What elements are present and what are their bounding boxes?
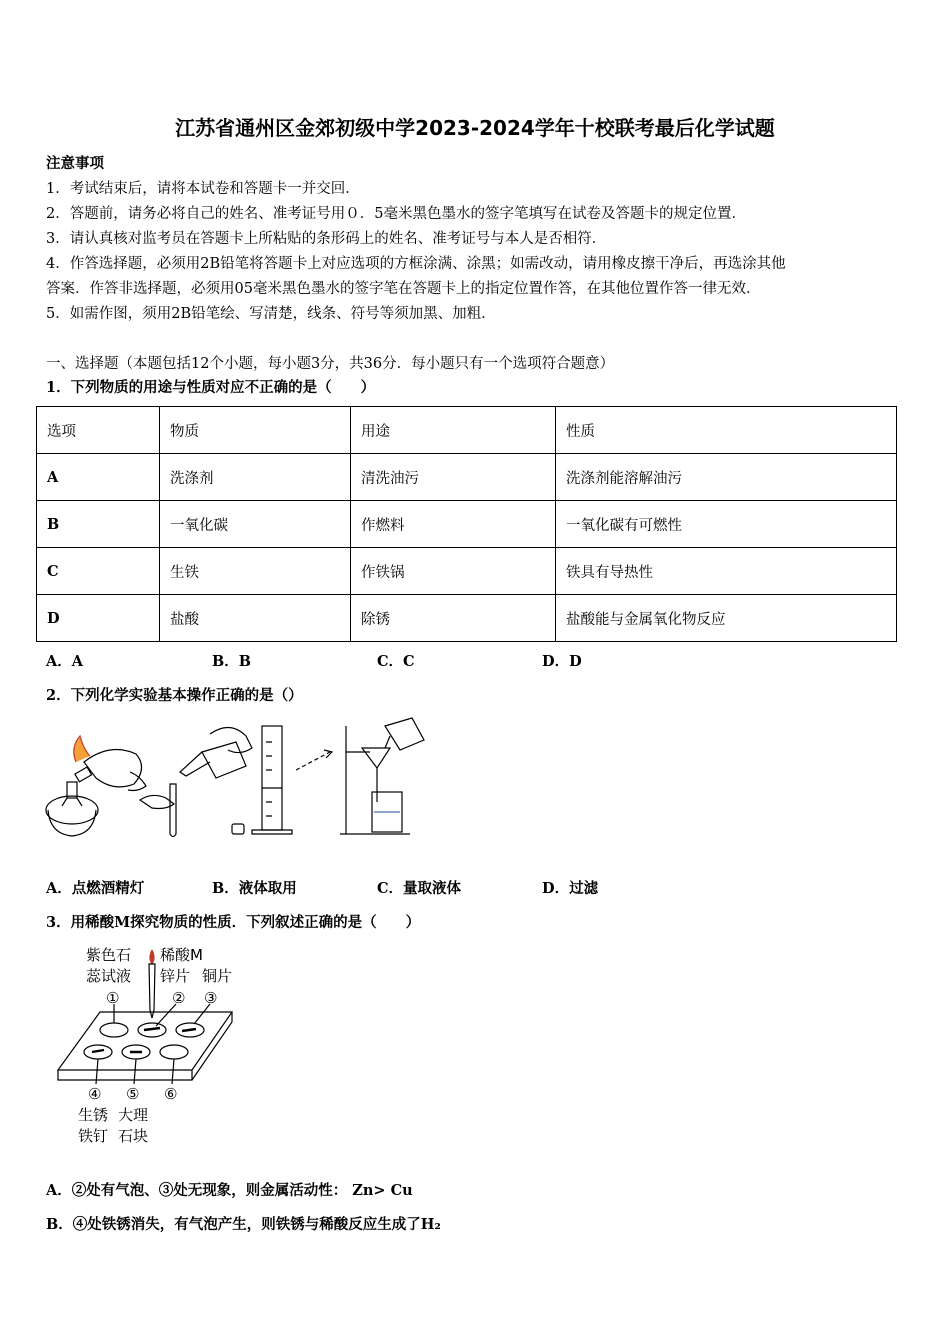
table-header-cell: 选项 <box>37 407 160 454</box>
section-heading: 一、选择题（本题包括12个小题，每小题3分，共36分．每小题只有一个选项符合题意） <box>46 356 615 372</box>
question-2-stem: 2．下列化学实验基本操作正确的是（） <box>46 687 303 704</box>
well-number-1: ① <box>106 989 120 1007</box>
table-cell: 盐酸 <box>160 595 351 642</box>
table-cell: 洗涤剂 <box>160 454 351 501</box>
q2-option-b[interactable]: B．液体取用 <box>212 880 297 897</box>
well-number-6: ⑥ <box>164 1085 178 1103</box>
table-cell: 洗涤剂能溶解油污 <box>556 454 897 501</box>
notice-item: 3．请认真核对监考员在答题卡上所粘贴的条形码上的姓名、准考证号与本人是否相符． <box>46 231 607 247</box>
table-row <box>37 595 897 642</box>
label-rust-line1: 生锈 <box>78 1106 109 1124</box>
table-cell: C <box>37 548 160 595</box>
table-cell: 一氧化碳有可燃性 <box>556 501 897 548</box>
well-number-3: ③ <box>204 989 218 1007</box>
notice-item: 2．答题前，请务必将自己的姓名、准考证号用０．5毫米黑色墨水的签字笔填写在试卷及答题卡的规定位置． <box>46 206 746 222</box>
label-zinc: 锌片 <box>160 967 191 985</box>
q1-option-c[interactable]: C．C <box>377 653 415 670</box>
label-copper: 铜片 <box>202 967 233 985</box>
notice-item: 5．如需作图，须用2B铅笔绘、写清楚，线条、符号等须加黑、加粗． <box>46 306 496 322</box>
question-1-stem: 1．下列物质的用途与性质对应不正确的是（ ） <box>46 379 376 396</box>
filtration-illustration <box>340 718 424 834</box>
notice-heading: 注意事项 <box>46 155 104 172</box>
notice-item: 1．考试结束后，请将本试卷和答题卡一并交回． <box>46 181 360 197</box>
table-cell: 作铁锅 <box>351 548 556 595</box>
question-3-stem: 3．用稀酸M探究物质的性质．下列叙述正确的是（ ） <box>46 914 421 931</box>
table-cell: D <box>37 595 160 642</box>
q2-option-a[interactable]: A．点燃酒精灯 <box>46 880 145 897</box>
table-cell: 清洗油污 <box>351 454 556 501</box>
table-cell: 除锈 <box>351 595 556 642</box>
q2-figure <box>40 712 440 842</box>
table-cell: 铁具有导热性 <box>556 548 897 595</box>
table-cell: 作燃料 <box>351 501 556 548</box>
label-marble-line2: 石块 <box>118 1127 149 1145</box>
table-header-cell: 物质 <box>160 407 351 454</box>
q1-option-a[interactable]: A．A <box>46 653 84 670</box>
well-number-2: ② <box>172 989 186 1007</box>
q2-option-c[interactable]: C．量取液体 <box>377 880 462 897</box>
table-row <box>37 454 897 501</box>
q3-option-b[interactable]: B．④处铁锈消失，有气泡产生，则铁锈与稀酸反应生成了H₂ <box>46 1216 441 1233</box>
notice-item: 答案．作答非选择题，必须用05毫米黑色墨水的签字笔在答题卡上的指定位置作答，在其他位置作答一律无效． <box>46 281 761 297</box>
notice-item: 4．作答选择题，必须用2B铅笔将答题卡上对应选项的方框涂满、涂黑；如需改动，请用橡皮擦干净后，再选涂其他 <box>46 256 786 272</box>
label-litmus-line2: 蕊试液 <box>86 967 132 985</box>
label-marble-line1: 大理 <box>118 1106 149 1124</box>
table-cell: B <box>37 501 160 548</box>
graduated-cylinder-illustration <box>252 726 332 834</box>
q2-option-d[interactable]: D．过滤 <box>542 880 599 897</box>
question-1-table <box>36 406 897 642</box>
q3-option-a[interactable]: A．②处有气泡、③处无现象，则金属活动性： Zn> Cu <box>46 1182 413 1199</box>
table-header-row <box>37 407 897 454</box>
table-header-cell: 性质 <box>556 407 897 454</box>
table-header-cell: 用途 <box>351 407 556 454</box>
table-row <box>37 501 897 548</box>
label-litmus-line1: 紫色石 <box>86 946 132 964</box>
well-number-4: ④ <box>88 1085 102 1103</box>
liquid-transfer-illustration <box>140 727 252 836</box>
q1-option-d[interactable]: D．D <box>542 653 582 670</box>
table-cell: A <box>37 454 160 501</box>
table-cell: 一氧化碳 <box>160 501 351 548</box>
table-cell: 盐酸能与金属氧化物反应 <box>556 595 897 642</box>
table-row <box>37 548 897 595</box>
table-cell: 生铁 <box>160 548 351 595</box>
label-rust-line2: 铁钉 <box>78 1127 109 1145</box>
alcohol-lamp-illustration <box>46 736 146 836</box>
page-title: 江苏省通州区金郊初级中学2023-2024学年十校联考最后化学试题 <box>175 116 775 140</box>
well-number-5: ⑤ <box>126 1085 140 1103</box>
q1-option-b[interactable]: B．B <box>212 653 252 670</box>
label-acid: 稀酸M <box>160 946 203 964</box>
q3-well-plate-figure <box>52 940 242 1150</box>
